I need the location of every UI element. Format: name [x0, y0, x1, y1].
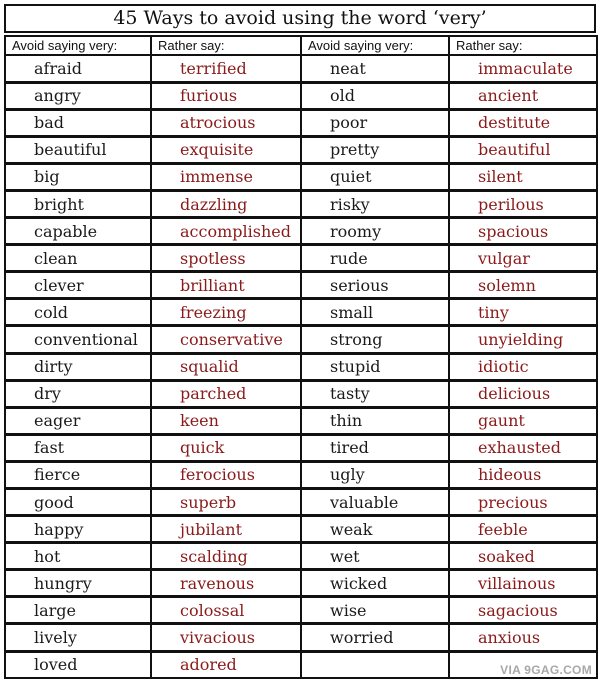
- rather-word: jubilant: [151, 516, 301, 543]
- table-row: [5, 570, 597, 597]
- table-row: [5, 299, 597, 326]
- avoid-word: ugly: [301, 461, 449, 488]
- rather-word: squalid: [151, 353, 301, 380]
- rather-word: spotless: [151, 245, 301, 272]
- table-row: [5, 55, 597, 82]
- avoid-word: fierce: [5, 461, 151, 488]
- table-row: [5, 597, 597, 624]
- avoid-word: poor: [301, 109, 449, 136]
- rather-word: immense: [151, 163, 301, 190]
- table-row: [5, 82, 597, 109]
- table-row: [5, 190, 597, 217]
- rather-word: idiotic: [449, 353, 597, 380]
- avoid-word: wet: [301, 543, 449, 570]
- rather-word: immaculate: [449, 55, 597, 82]
- rather-word: hideous: [449, 461, 597, 488]
- rather-word: gaunt: [449, 407, 597, 434]
- rather-word: terrified: [151, 55, 301, 82]
- header-avoid-left: Avoid saying very:: [5, 36, 151, 55]
- table-row: [5, 380, 597, 407]
- word-table: [4, 35, 598, 679]
- rather-word: freezing: [151, 299, 301, 326]
- table-row: [5, 624, 597, 651]
- header-row: [5, 36, 597, 55]
- avoid-word: serious: [301, 272, 449, 299]
- avoid-word: fast: [5, 434, 151, 461]
- rather-word: precious: [449, 489, 597, 516]
- rather-word: solemn: [449, 272, 597, 299]
- table-body: [5, 55, 597, 678]
- rather-word: sagacious: [449, 597, 597, 624]
- avoid-word: neat: [301, 55, 449, 82]
- table-row: [5, 489, 597, 516]
- rather-word: brilliant: [151, 272, 301, 299]
- header-rather-right: Rather say:: [449, 36, 597, 55]
- table-row: [5, 218, 597, 245]
- avoid-word: dry: [5, 380, 151, 407]
- page-title: 45 Ways to avoid using the word ‘very’: [4, 4, 596, 33]
- rather-word: ferocious: [151, 461, 301, 488]
- avoid-word: tired: [301, 434, 449, 461]
- rather-word: ravenous: [151, 570, 301, 597]
- avoid-word: clean: [5, 245, 151, 272]
- avoid-word: [301, 651, 449, 678]
- avoid-word: dirty: [5, 353, 151, 380]
- avoid-word: hungry: [5, 570, 151, 597]
- rather-word: exquisite: [151, 136, 301, 163]
- rather-word: feeble: [449, 516, 597, 543]
- avoid-word: wicked: [301, 570, 449, 597]
- avoid-word: bad: [5, 109, 151, 136]
- rather-word: beautiful: [449, 136, 597, 163]
- avoid-word: quiet: [301, 163, 449, 190]
- table-row: [5, 272, 597, 299]
- avoid-word: weak: [301, 516, 449, 543]
- rather-word: keen: [151, 407, 301, 434]
- table-row: [5, 407, 597, 434]
- avoid-word: beautiful: [5, 136, 151, 163]
- rather-word: tiny: [449, 299, 597, 326]
- rather-word: vivacious: [151, 624, 301, 651]
- rather-word: vulgar: [449, 245, 597, 272]
- avoid-word: clever: [5, 272, 151, 299]
- table-row: [5, 434, 597, 461]
- table-row: [5, 326, 597, 353]
- header-avoid-right: Avoid saying very:: [301, 36, 449, 55]
- avoid-word: valuable: [301, 489, 449, 516]
- rather-word: quick: [151, 434, 301, 461]
- avoid-word: lively: [5, 624, 151, 651]
- table-row: [5, 245, 597, 272]
- table-row: [5, 461, 597, 488]
- avoid-word: thin: [301, 407, 449, 434]
- avoid-word: loved: [5, 651, 151, 678]
- table-row: [5, 109, 597, 136]
- rather-word: atrocious: [151, 109, 301, 136]
- avoid-word: large: [5, 597, 151, 624]
- rather-word: spacious: [449, 218, 597, 245]
- rather-word: conservative: [151, 326, 301, 353]
- table-row: [5, 516, 597, 543]
- rather-word: anxious: [449, 624, 597, 651]
- rather-word: destitute: [449, 109, 597, 136]
- rather-word: delicious: [449, 380, 597, 407]
- avoid-word: hot: [5, 543, 151, 570]
- rather-word: colossal: [151, 597, 301, 624]
- rather-word: unyielding: [449, 326, 597, 353]
- avoid-word: good: [5, 489, 151, 516]
- rather-word: superb: [151, 489, 301, 516]
- rather-word: ancient: [449, 82, 597, 109]
- avoid-word: risky: [301, 190, 449, 217]
- avoid-word: worried: [301, 624, 449, 651]
- avoid-word: tasty: [301, 380, 449, 407]
- avoid-word: happy: [5, 516, 151, 543]
- rather-word: adored: [151, 651, 301, 678]
- avoid-word: wise: [301, 597, 449, 624]
- avoid-word: cold: [5, 299, 151, 326]
- avoid-word: bright: [5, 190, 151, 217]
- table-row: [5, 543, 597, 570]
- rather-word: accomplished: [151, 218, 301, 245]
- avoid-word: old: [301, 82, 449, 109]
- avoid-word: pretty: [301, 136, 449, 163]
- table-row: [5, 353, 597, 380]
- rather-word: perilous: [449, 190, 597, 217]
- avoid-word: strong: [301, 326, 449, 353]
- table-row: [5, 136, 597, 163]
- avoid-word: rude: [301, 245, 449, 272]
- avoid-word: angry: [5, 82, 151, 109]
- avoid-word: stupid: [301, 353, 449, 380]
- avoid-word: small: [301, 299, 449, 326]
- avoid-word: eager: [5, 407, 151, 434]
- avoid-word: capable: [5, 218, 151, 245]
- rather-word: furious: [151, 82, 301, 109]
- avoid-word: conventional: [5, 326, 151, 353]
- rather-word: soaked: [449, 543, 597, 570]
- header-rather-left: Rather say:: [151, 36, 301, 55]
- rather-word: scalding: [151, 543, 301, 570]
- table-row: [5, 163, 597, 190]
- watermark: VIA 9GAG.COM: [500, 663, 592, 677]
- rather-word: villainous: [449, 570, 597, 597]
- avoid-word: big: [5, 163, 151, 190]
- rather-word: parched: [151, 380, 301, 407]
- avoid-word: afraid: [5, 55, 151, 82]
- rather-word: exhausted: [449, 434, 597, 461]
- rather-word: dazzling: [151, 190, 301, 217]
- rather-word: silent: [449, 163, 597, 190]
- avoid-word: roomy: [301, 218, 449, 245]
